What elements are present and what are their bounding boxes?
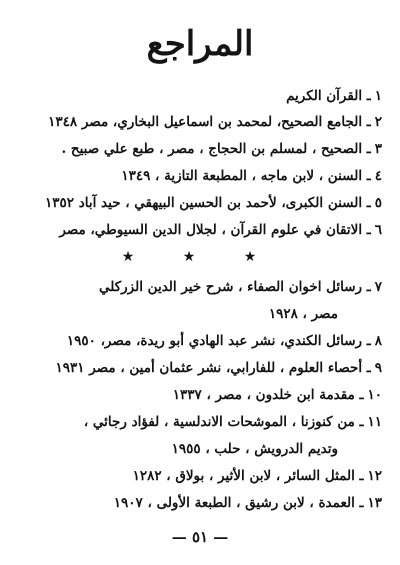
reference-item: [22, 110, 382, 134]
reference-item: [22, 383, 382, 407]
reference-number: ٧: [374, 279, 382, 295]
reference-item: [22, 164, 382, 188]
reference-text: ـ العمدة ، لابن رشيق ، الطبعة الأولى ، ١٩٠٧: [113, 495, 364, 511]
reference-continuation: وتديم الدرويش ، حلب ، ١٩٥٥: [171, 441, 338, 457]
reference-number: ١: [374, 88, 382, 104]
reference-number: ١٠: [367, 387, 382, 403]
reference-item: [22, 191, 382, 215]
reference-text: ـ رسائل اخوان الصفاء ، شرح خير الدين الزركلي: [98, 279, 371, 295]
reference-item: [22, 491, 382, 515]
section-divider-stars: ★ ★ ★: [121, 249, 279, 265]
reference-item: [22, 329, 382, 353]
reference-number: ٥: [374, 195, 382, 211]
reference-text: ـ الصحيح ، لمسلم بن الحجاج ، مصر ، طبع علي صبيح .: [61, 141, 371, 157]
reference-item: [22, 275, 382, 299]
reference-text: ـ رسائل الكندي، نشر عبد الهادي أبو ريدة، مصر، ١٩٥٠: [66, 333, 371, 349]
reference-text: ـ من كنوزنا ، الموشحات الاندلسية ، لفؤاد رجائي ،: [83, 414, 364, 430]
reference-text: ـ المثل السائر ، لابن الأثير ، بولاق ، ١٢٨٢: [132, 468, 364, 484]
reference-item: [22, 218, 382, 242]
reference-number: ١٢: [367, 468, 382, 484]
reference-text: ـ مقدمة ابن خلدون ، مصر ، ١٣٣٧: [172, 387, 364, 403]
reference-number: ٣: [374, 141, 382, 157]
reference-item: [22, 410, 382, 434]
reference-number: ٨: [374, 333, 382, 349]
reference-item: [22, 464, 382, 488]
page-number: — ٥١ —: [171, 528, 229, 546]
page-title: المراجع: [146, 24, 254, 64]
reference-continuation: مصر ، ١٩٢٨: [268, 306, 338, 322]
reference-number: ٩: [374, 360, 382, 376]
reference-number: ٢: [374, 114, 382, 130]
reference-text: ـ أحصاء العلوم ، للفارابي، نشر عثمان أمين ، مصر ١٩٣١: [55, 360, 371, 376]
reference-text: ـ الجامع الصحيح، لمحمد بن اسماعيل البخاري، مصر ١٣٤٨: [48, 114, 371, 130]
reference-text: ـ القرآن الكريم: [286, 88, 371, 104]
reference-item: [22, 84, 382, 108]
reference-number: ١١: [367, 414, 382, 430]
reference-text: ـ السنن ، لابن ماجه ، المطبعة التازية ، ١٣٤٩: [121, 168, 371, 184]
reference-item: [22, 356, 382, 380]
reference-item: [22, 137, 382, 161]
reference-number: ٤: [374, 168, 382, 184]
reference-text: ـ الاتقان في علوم القرآن ، لجلال الدين السيوطي، مصر: [59, 222, 371, 238]
reference-text: ـ السنن الكبرى، لأحمد بن الحسين البيهقي ، حيد آباد ١٣٥٢: [44, 195, 371, 211]
reference-number: ٦: [374, 222, 382, 238]
reference-number: ١٣: [367, 495, 382, 511]
